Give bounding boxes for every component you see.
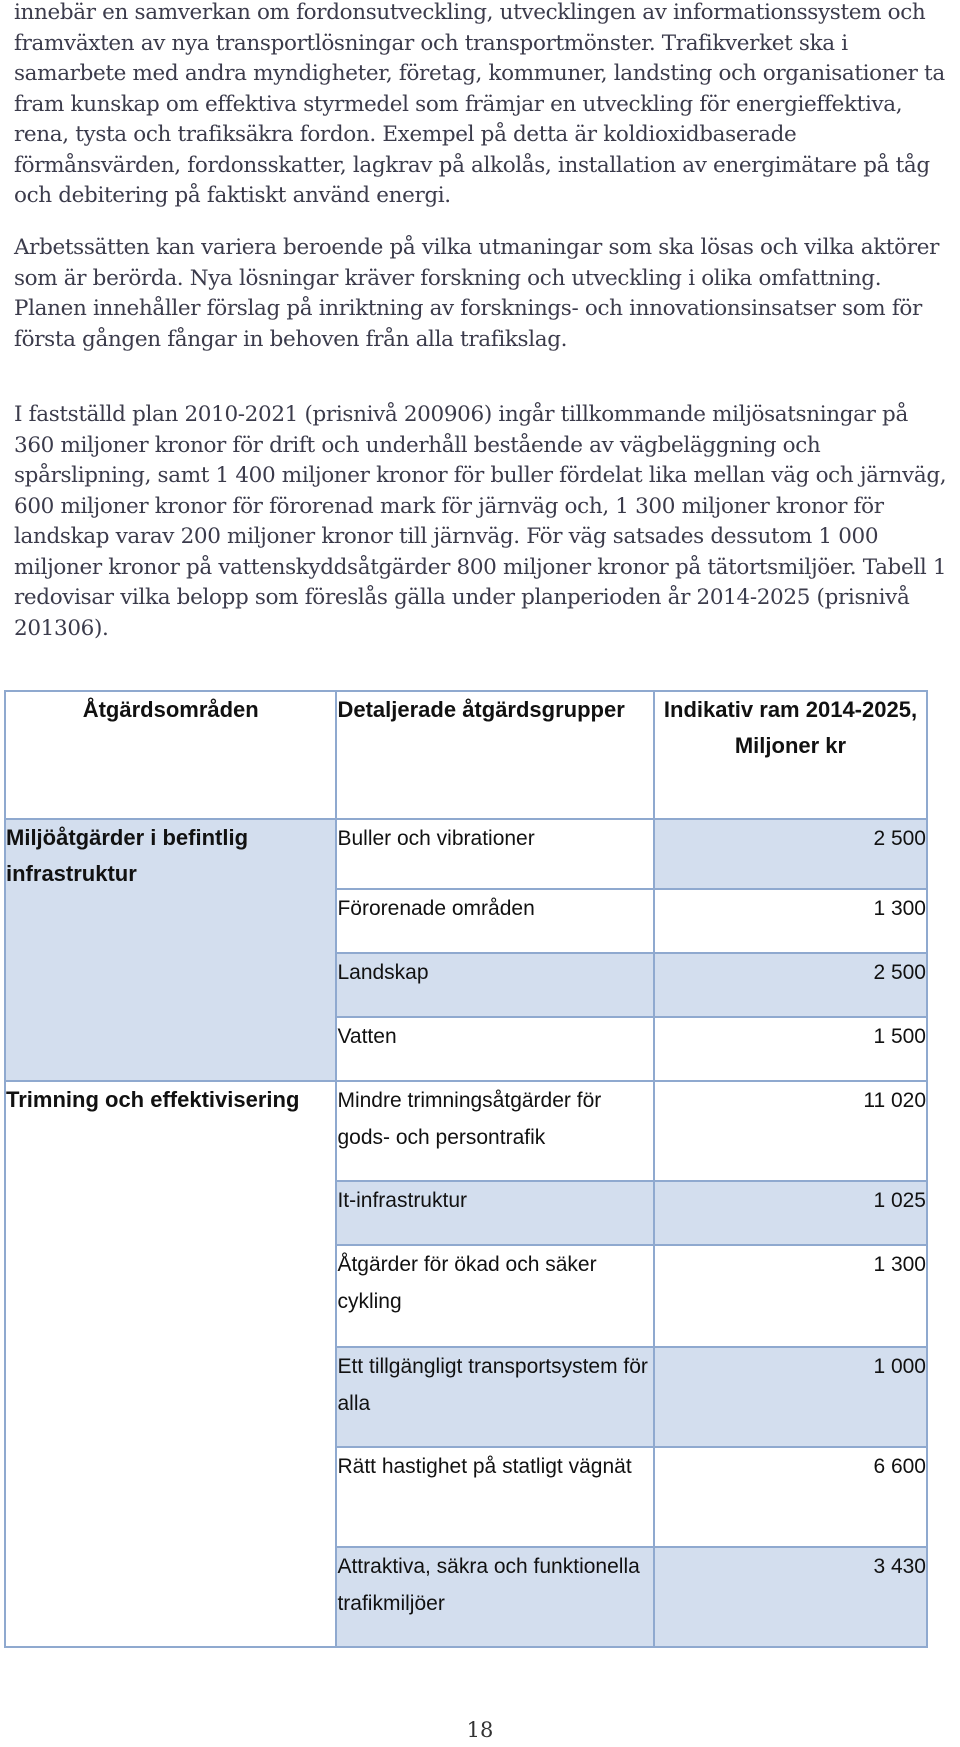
- amount-cell: 1 300: [654, 1245, 927, 1347]
- group-cell: Åtgärder för ökad och säker cykling: [336, 1245, 654, 1347]
- amount-cell: 1 000: [654, 1347, 927, 1447]
- amount-cell: 1 500: [654, 1017, 927, 1081]
- group-cell: Buller och vibrationer: [336, 819, 654, 889]
- table-row: [5, 819, 927, 889]
- amount-cell: 11 020: [654, 1081, 927, 1181]
- amount-cell: 3 430: [654, 1547, 927, 1647]
- amount-cell: 1 025: [654, 1181, 927, 1245]
- header-area: Åtgärdsområden: [5, 691, 336, 819]
- group-cell: It-infrastruktur: [336, 1181, 654, 1245]
- group-cell: Attraktiva, säkra och funktionella trafikmiljöer: [336, 1547, 654, 1647]
- page-number: 18: [466, 1718, 494, 1742]
- amount-cell: 2 500: [654, 819, 927, 889]
- paragraph-plan: I fastställd plan 2010-2021 (prisnivå 200906) ingår tillkommande miljösatsningar på 360 miljoner kronor för drift och underhåll bestående av vägbeläggning och spårslipning, samt 1 400 miljoner kronor för buller fördelat lika mellan väg och järnväg, 600 miljoner kronor för förorenad mark för järnväg och, 1 300 miljoner kronor för landskap varav 200 miljoner kronor till järnväg. För väg satsades dessutom 1 000 miljoner kronor på vattenskyddsåtgärder 800 miljoner kronor på tätortsmiljöer. Tabell 1 redovisar vilka belopp som föreslås gälla under planperioden år 2014-2025 (prisnivå 201306).: [14, 402, 947, 641]
- group-cell: Rätt hastighet på statligt vägnät: [336, 1447, 654, 1547]
- table-row: [5, 1081, 927, 1181]
- paragraph-intro: innebär en samverkan om fordonsutveckling, utvecklingen av informationssystem och framväxten av nya transportlösningar och transportmönster. Trafikverket ska i samarbete med andra myndigheter, företag, kommuner, landsting och organisationer ta fram kunskap om effektiva styrmedel som främjar en utveckling för energieffektiva, rena, tysta och trafiksäkra fordon. Exempel på detta är koldioxidbaserade förmånsvärden, fordonsskatter, lagkrav på alkolås, installation av energimätare på tåg och debitering på faktiskt använd energi.: [14, 0, 945, 208]
- amount-cell: 2 500: [654, 953, 927, 1017]
- group-cell: Ett tillgängligt transportsystem för alla: [336, 1347, 654, 1447]
- amount-cell: 1 300: [654, 889, 927, 953]
- budget-table: [4, 690, 928, 1648]
- group-cell: Mindre trimningsåtgärder för gods- och persontrafik: [336, 1081, 654, 1181]
- paragraph-working-methods: Arbetssätten kan variera beroende på vilka utmaningar som ska lösas och vilka aktörer som är berörda. Nya lösningar kräver forskning och utveckling i olika omfattning. Planen innehåller förslag på inriktning av forsknings- och innovationsinsatser som för första gången fångar in behoven från alla trafikslag.: [14, 235, 940, 352]
- group-cell: Vatten: [336, 1017, 654, 1081]
- group-cell: Förorenade områden: [336, 889, 654, 953]
- amount-cell: 6 600: [654, 1447, 927, 1547]
- header-group: Detaljerade åtgärdsgrupper: [336, 691, 654, 819]
- area-environment: Miljöåtgärder i befintlig infrastruktur: [5, 819, 336, 1081]
- area-trimming: Trimning och effektivisering: [5, 1081, 336, 1647]
- group-cell: Landskap: [336, 953, 654, 1017]
- header-amount: Indikativ ram 2014-2025, Miljoner kr: [654, 691, 927, 819]
- table-header-row: [5, 691, 927, 819]
